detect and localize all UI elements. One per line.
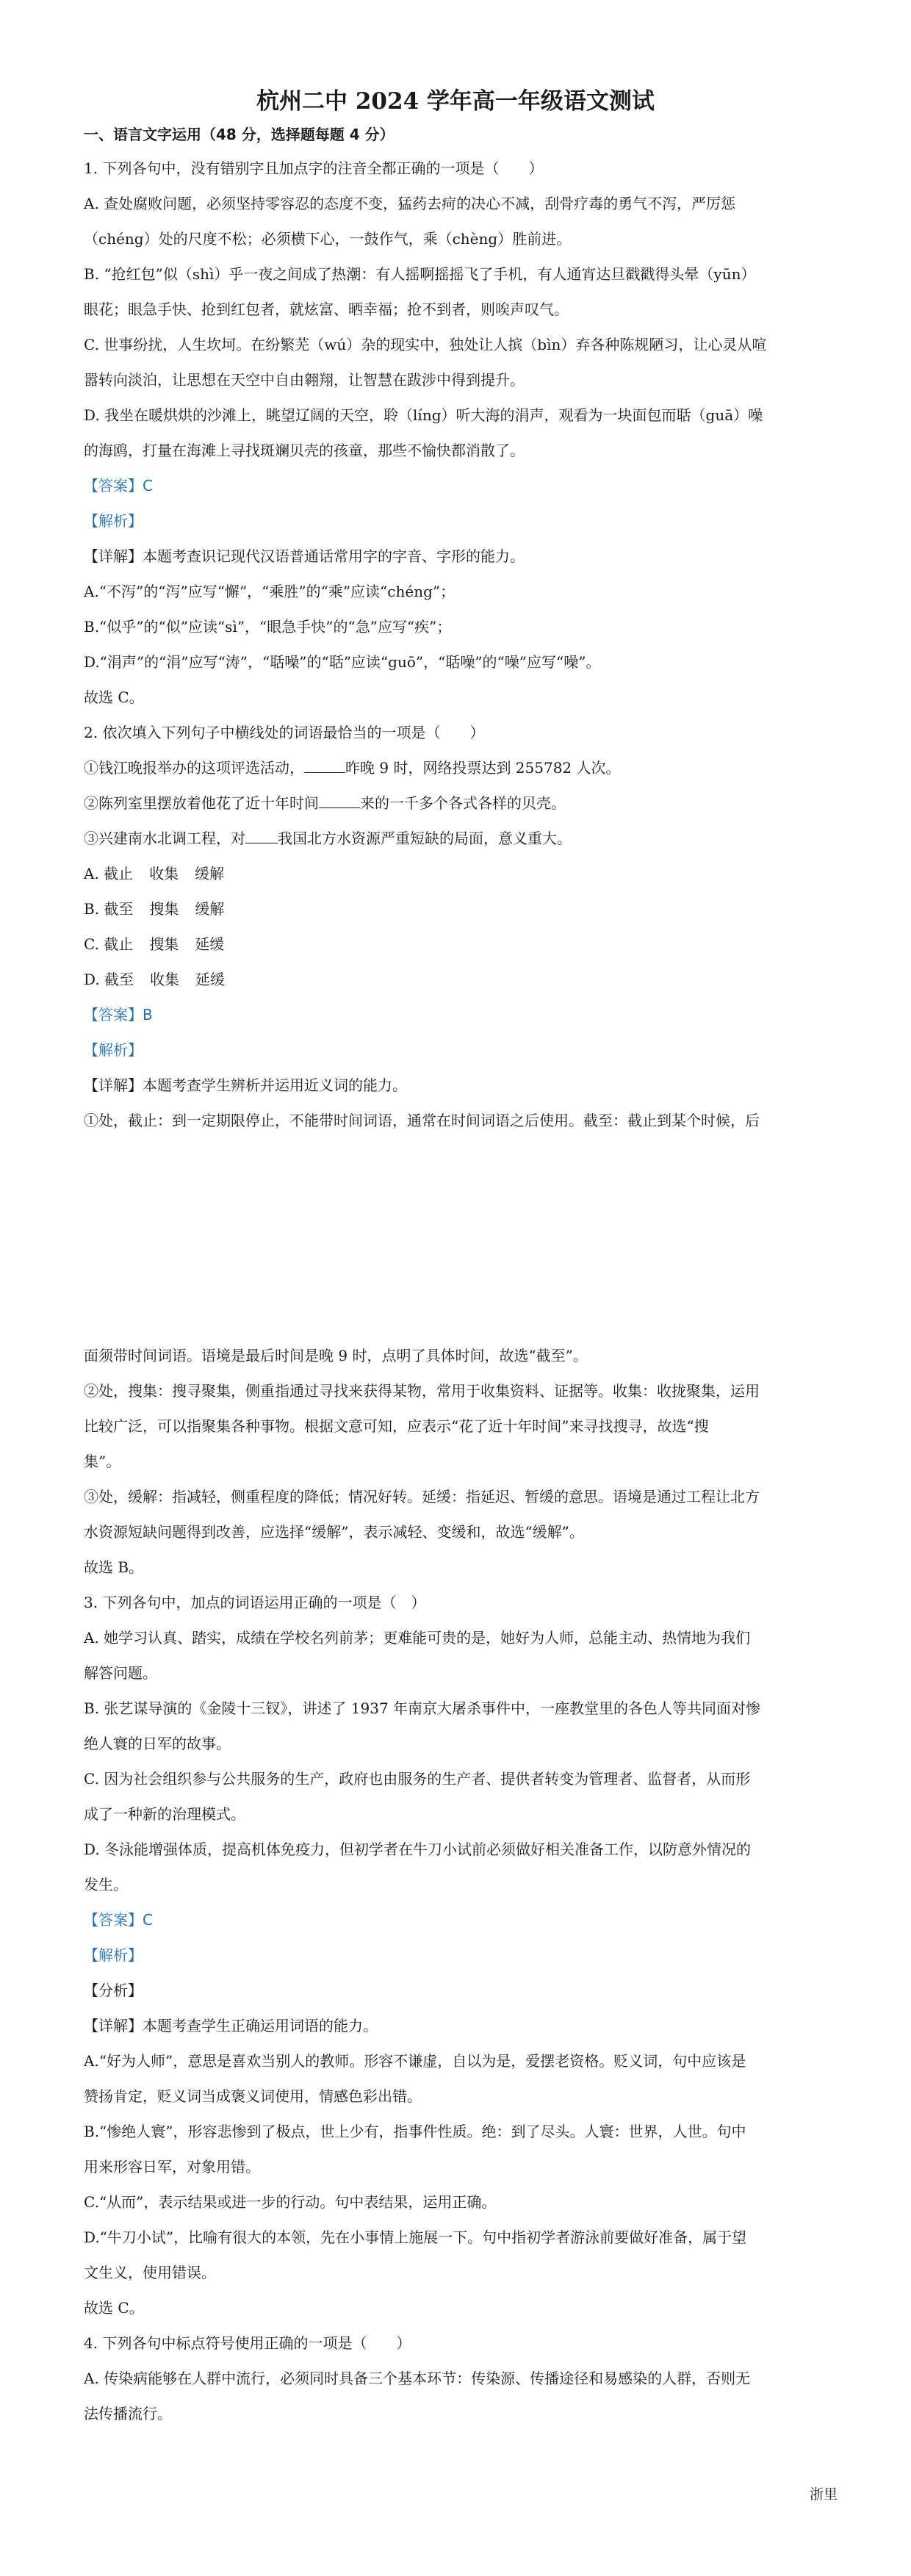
conclusion: 故选 C。 bbox=[84, 2299, 144, 2317]
option-word: 缓解 bbox=[195, 900, 225, 918]
explanation-line: D.“涓声”的“涓”应写“涛”，“聒噪”的“聒”应读“guō”，“聒噪”的“噪”应写“噪”。 bbox=[84, 653, 601, 671]
option-c-line2: 成了一种新的治理模式。 bbox=[84, 1805, 245, 1823]
explanation-line: 赞扬肯定，贬义词当成褒义词使用，情感色彩出错。 bbox=[84, 2087, 422, 2105]
section-heading: 一、语言文字运用（48 分，选择题每题 4 分） bbox=[84, 126, 395, 143]
explanation-line: 面须带时间词语。语境是最后时间是晚 9 时，点明了具体时间，故选“截至”。 bbox=[84, 1347, 588, 1364]
question-stem: 1. 下列各句中，没有错别字且加点字的注音全都正确的一项是（ ） bbox=[84, 159, 544, 177]
option-a bbox=[84, 863, 224, 885]
fill-blank bbox=[245, 830, 278, 843]
explanation-line: 文生义，使用错误。 bbox=[84, 2264, 216, 2281]
fill-blank bbox=[319, 794, 360, 808]
explanation-line: 集”。 bbox=[84, 1453, 121, 1470]
answer-label: 【答案】C bbox=[84, 477, 153, 494]
question-stem: 2. 依次填入下列句子中横线处的词语最恰当的一项是（ ） bbox=[84, 724, 485, 741]
analysis-label: 【解析】 bbox=[84, 512, 143, 530]
explanation-line: D.“牛刀小试”，比喻有很大的本领，先在小事情上施展一下。句中指初学者游泳前要做好准备，属于望 bbox=[84, 2228, 747, 2246]
option-word: 收集 bbox=[150, 971, 180, 988]
option-b-line2: 绝人寰的日军的故事。 bbox=[84, 1735, 231, 1752]
option-word: C. 截止 bbox=[84, 935, 134, 953]
option-word: D. 截至 bbox=[84, 971, 134, 988]
page-footer: 浙里 bbox=[809, 2486, 838, 2503]
explanation-line: ①处，截止：到一定期限停止，不能带时间词语，通常在时间词语之后使用。截至：截止到某个时候，后 bbox=[84, 1112, 760, 1129]
question-stem: 4. 下列各句中标点符号使用正确的一项是（ ） bbox=[84, 2334, 411, 2352]
explanation-line: ③处，缓解：指减轻，侧重程度的降低；情况好转。延缓：指延迟、暂缓的意思。语境是通过工程让北方 bbox=[84, 1488, 760, 1505]
question-stem: 3. 下列各句中，加点的词语运用正确的一项是（ ） bbox=[84, 1594, 426, 1611]
option-d-line1: D. 冬泳能增强体质，提高机体免疫力，但初学者在牛刀小试前必须做好相关准备工作，以防意外情况的 bbox=[84, 1841, 752, 1858]
explanation-line: B.“似乎”的“似”应读“sì”，“眼急手快”的“急”应写“疾”； bbox=[84, 618, 452, 636]
conclusion: 故选 C。 bbox=[84, 688, 144, 706]
option-word: 收集 bbox=[149, 865, 179, 882]
option-c bbox=[84, 933, 224, 955]
option-word: A. 截止 bbox=[84, 865, 134, 882]
sentence-2-part-b: 来的一千多个各式各样的贝壳。 bbox=[360, 794, 566, 812]
sentence-1-part-a: ①钱江晚报举办的这项评选活动， bbox=[84, 759, 304, 777]
sentence-2 bbox=[84, 792, 566, 814]
fill-blank bbox=[304, 759, 345, 773]
detail-text: 【详解】本题考查学生辨析并运用近义词的能力。 bbox=[84, 1076, 407, 1094]
option-b-line2: 眼花；眼急手快、抢到红包者，就炫富、晒幸福；抢不到者，则唉声叹气。 bbox=[84, 301, 569, 318]
sentence-1 bbox=[84, 757, 621, 779]
option-a-line1: A. 查处腐败问题，必须坚持零容忍的态度不变，猛药去疴的决心不减，刮骨疗毒的勇气不泻，严厉惩 bbox=[84, 195, 736, 212]
option-d-line2: 的海鸥，打量在海滩上寻找斑斓贝壳的孩童，那些不愉快都消散了。 bbox=[84, 442, 525, 459]
sentence-3-part-b: 我国北方水资源严重短缺的局面，意义重大。 bbox=[278, 830, 572, 847]
analysis-sub-label: 【分析】 bbox=[84, 1982, 143, 1999]
option-c-line2: 嚣转向淡泊，让思想在天空中自由翱翔，让智慧在跋涉中得到提升。 bbox=[84, 371, 525, 389]
option-b-line1: B. “抢红包”似（shì）乎一夜之间成了热潮：有人摇啊摇摇飞了手机，有人通宵达旦戳戳得头晕（yūn） bbox=[84, 265, 756, 283]
option-c-line1: C. 世事纷扰，人生坎坷。在纷繁芜（wú）杂的现实中，独处让人摈（bìn）弃各种陈规陋习，让心灵从喧 bbox=[84, 336, 767, 353]
explanation-line: B.“惨绝人寰”，形容悲惨到了极点，世上少有，指事件性质。绝：到了尽头。人寰：世界，人世。句中 bbox=[84, 2123, 746, 2140]
exam-title: 杭州二中 2024 学年高一年级语文测试 bbox=[256, 88, 655, 115]
option-a-line1: A. 传染病能够在人群中流行，必须同时具备三个基本环节：传染源、传播途径和易感染的人群，否则无 bbox=[84, 2370, 751, 2387]
option-c-line1: C. 因为社会组织参与公共服务的生产，政府也由服务的生产者、提供者转变为管理者、监督者，从而形 bbox=[84, 1770, 751, 1788]
option-a-line2: 解答问题。 bbox=[84, 1664, 157, 1682]
option-word: 延缓 bbox=[195, 971, 226, 988]
detail-text: 【详解】本题考查学生正确运用词语的能力。 bbox=[84, 2017, 378, 2034]
option-d-line2: 发生。 bbox=[84, 1876, 128, 1893]
analysis-label: 【解析】 bbox=[84, 1041, 143, 1059]
option-word: 延缓 bbox=[195, 935, 225, 953]
option-d-line1: D. 我坐在暖烘烘的沙滩上，眺望辽阔的天空，聆（líng）听大海的涓声，观看为一块面包而聒（guā）噪 bbox=[84, 406, 763, 424]
analysis-label: 【解析】 bbox=[84, 1946, 143, 1964]
explanation-line: 用来形容日军，对象用错。 bbox=[84, 2158, 260, 2176]
answer-label: 【答案】C bbox=[84, 1911, 153, 1929]
explanation-line: 比较广泛，可以指聚集各种事物。根据文意可知，应表示“花了近十年时间”来寻找搜寻，故选“搜 bbox=[84, 1417, 709, 1435]
option-d bbox=[84, 968, 225, 990]
sentence-3-part-a: ③兴建南水北调工程，对 bbox=[84, 830, 245, 847]
option-b bbox=[84, 898, 224, 920]
option-b-line1: B. 张艺谋导演的《金陵十三钗》，讲述了 1937 年南京大屠杀事件中，一座教堂里的各色人等共同面对惨 bbox=[84, 1699, 761, 1717]
option-word: B. 截至 bbox=[84, 900, 134, 918]
explanation-line: ②处，搜集：搜寻聚集，侧重指通过寻找来获得某物，常用于收集资料、证据等。收集：收拢聚集，运用 bbox=[84, 1382, 760, 1400]
sentence-1-part-b: 昨晚 9 时，网络投票达到 255782 人次。 bbox=[345, 759, 621, 777]
option-word: 搜集 bbox=[149, 935, 179, 953]
option-word: 搜集 bbox=[149, 900, 179, 918]
explanation-line: A.“好为人师”，意思是喜欢当别人的教师。形容不谦虚，自以为是，爱摆老资格。贬义词，句中应该是 bbox=[84, 2052, 746, 2070]
explanation-line: A.“不泻”的“泻”应写“懈”，“乘胜”的“乘”应读“chéng”； bbox=[84, 583, 455, 600]
sentence-3 bbox=[84, 827, 572, 849]
option-a-line2: （chéng）处的尺度不松；必须横下心，一鼓作气，乘（chèng）胜前进。 bbox=[84, 230, 572, 248]
answer-label: 【答案】B bbox=[84, 1006, 153, 1023]
option-word: 缓解 bbox=[195, 865, 225, 882]
option-a-line1: A. 她学习认真、踏实，成绩在学校名列前茅；更难能可贵的是，她好为人师，总能主动、热情地为我们 bbox=[84, 1629, 751, 1647]
detail-text: 【详解】本题考查识记现代汉语普通话常用字的字音、字形的能力。 bbox=[84, 547, 525, 565]
explanation-line: C.“从而”，表示结果或进一步的行动。句中表结果，运用正确。 bbox=[84, 2193, 497, 2211]
option-a-line2: 法传播流行。 bbox=[84, 2405, 172, 2422]
explanation-line: 水资源短缺问题得到改善，应选择“缓解”，表示减轻、变缓和，故选“缓解”。 bbox=[84, 1523, 584, 1541]
conclusion: 故选 B。 bbox=[84, 1558, 144, 1576]
sentence-2-part-a: ②陈列室里摆放着他花了近十年时间 bbox=[84, 794, 319, 812]
